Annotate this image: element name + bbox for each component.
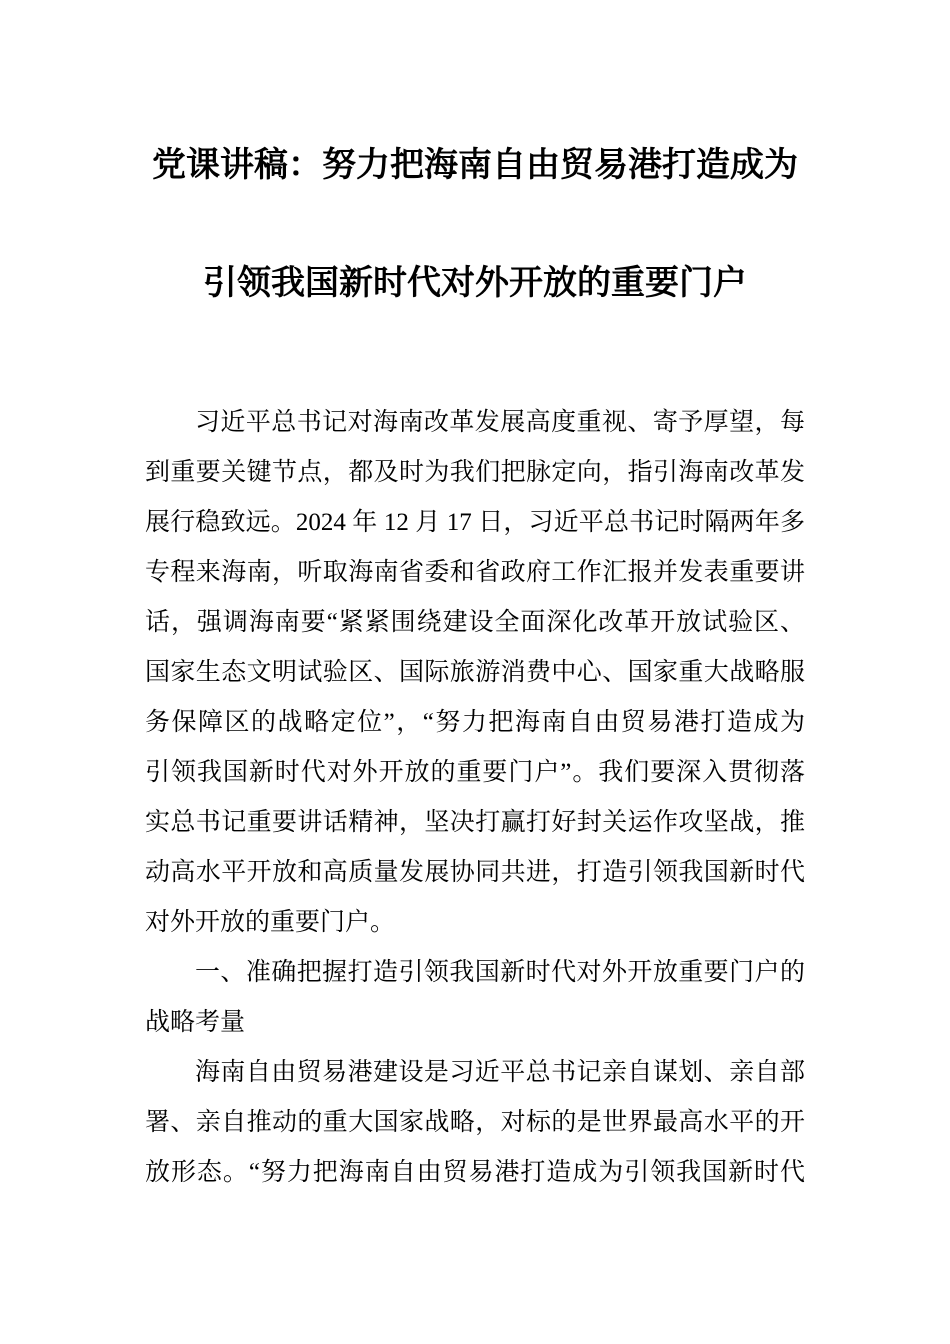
- body-text-line: 引领我国新时代对外开放的重要门户”。我们要深入贯彻落: [145, 759, 805, 786]
- body-text-line: 海南自由贸易港建设是习近平总书记亲自谋划、亲自部: [195, 1059, 805, 1086]
- body-text-line: 动高水平开放和高质量发展协同共进，打造引领我国新时代: [145, 859, 805, 886]
- body-text-line: 放形态。“努力把海南自由贸易港打造成为引领我国新时代: [145, 1159, 805, 1186]
- body-text-line: 署、亲自推动的重大国家战略，对标的是世界最高水平的开: [145, 1109, 805, 1136]
- body-text-line: 到重要关键节点，都及时为我们把脉定向，指引海南改革发: [145, 459, 805, 486]
- body-text-line: 务保障区的战略定位”，“努力把海南自由贸易港打造成为: [145, 709, 805, 736]
- title-line-1: 党课讲稿：努力把海南自由贸易港打造成为: [152, 147, 798, 184]
- document-body: [145, 398, 805, 1198]
- body-text-line: 实总书记重要讲话精神，坚决打赢打好封关运作攻坚战，推: [145, 809, 805, 836]
- document-title: [145, 146, 805, 304]
- title-line-2: 引领我国新时代对外开放的重要门户: [203, 265, 747, 302]
- body-text-line: 习近平总书记对海南改革发展高度重视、寄予厚望，每: [195, 409, 805, 436]
- body-text-line: 专程来海南，听取海南省委和省政府工作汇报并发表重要讲: [145, 559, 805, 586]
- body-text-line: 展行稳致远。2024 年 12 月 17 日，习近平总书记时隔两年多: [145, 509, 805, 536]
- body-text-line: 话，强调海南要“紧紧围绕建设全面深化改革开放试验区、: [145, 609, 805, 636]
- section-heading-line: 战略考量: [145, 1009, 246, 1036]
- section-heading-line: 一、准确把握打造引领我国新时代对外开放重要门户的: [195, 959, 805, 986]
- page-content: [145, 0, 805, 1198]
- body-text-line: 国家生态文明试验区、国际旅游消费中心、国家重大战略服: [145, 659, 805, 686]
- body-text-line: 对外开放的重要门户。: [145, 909, 396, 936]
